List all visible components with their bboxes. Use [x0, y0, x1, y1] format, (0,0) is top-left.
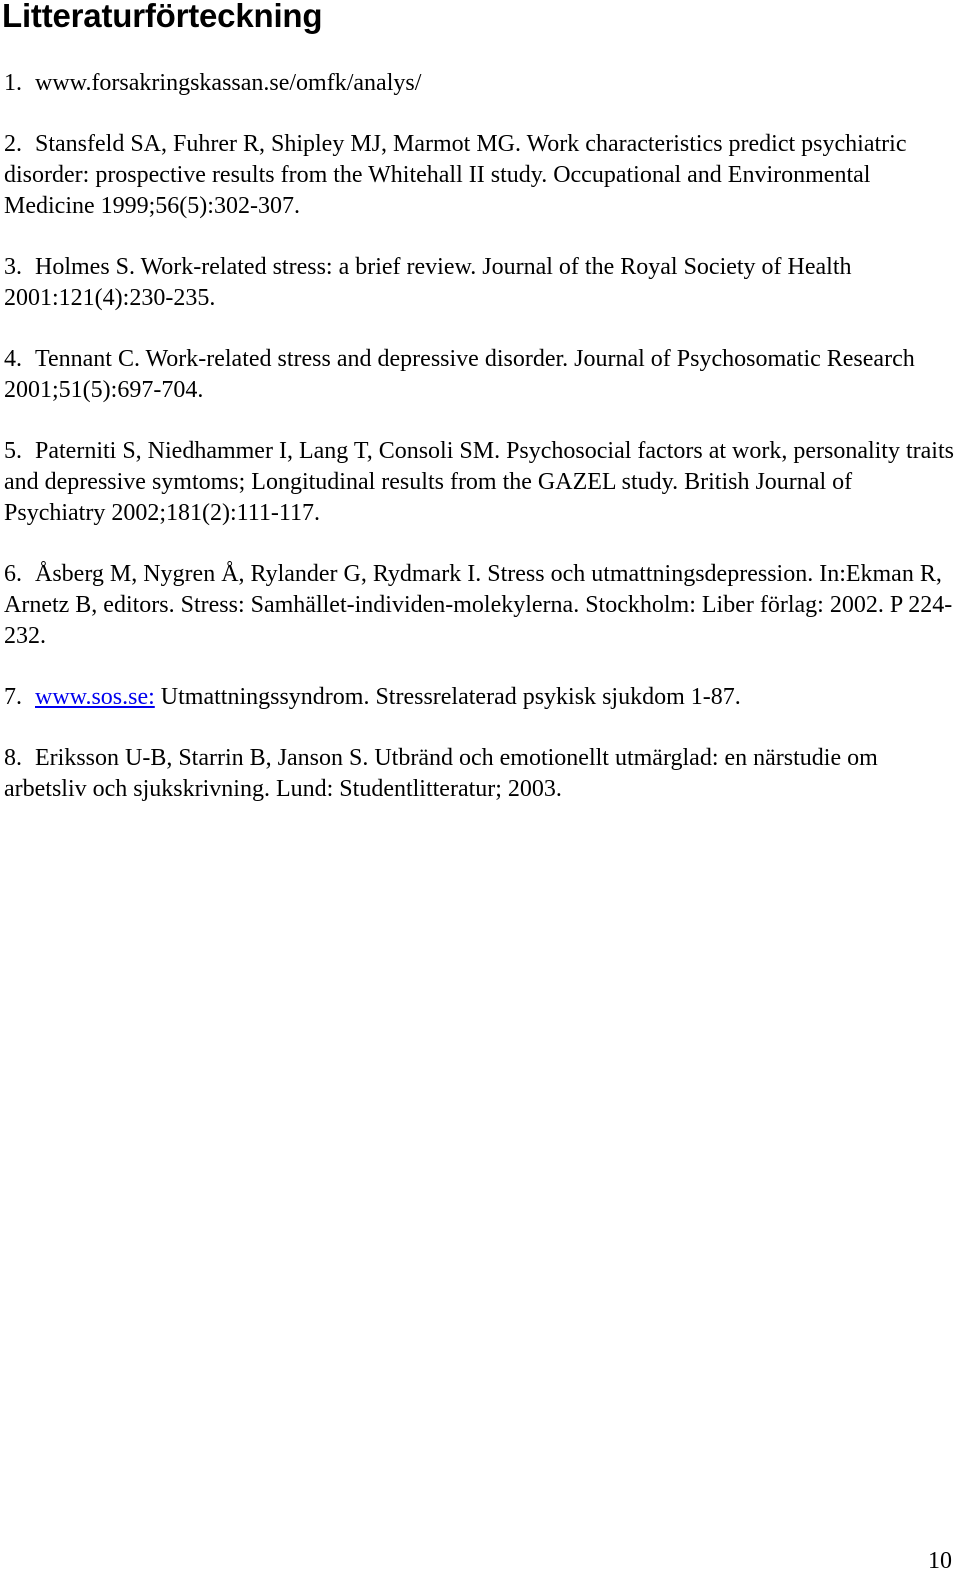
- reference-number: 2.: [4, 131, 22, 157]
- reference-5: [4, 436, 954, 529]
- reference-text: www.forsakringskassan.se/omfk/analys/: [35, 70, 422, 96]
- reference-number: 7.: [4, 684, 22, 710]
- reference-text: Utmattningssyndrom. Stressrelaterad psykisk sjukdom 1-87.: [154, 684, 741, 710]
- reference-number: 5.: [4, 438, 22, 464]
- reference-6: [4, 559, 954, 652]
- reference-number: 8.: [4, 745, 22, 771]
- reference-text: Tennant C. Work-related stress and depressive disorder. Journal of Psychosomatic Research 2001;51(5):697-704.: [4, 346, 915, 403]
- reference-number: 4.: [4, 346, 22, 372]
- sos-website-link[interactable]: www.sos.se:: [35, 684, 155, 710]
- page-title: Litteraturförteckning: [2, 0, 323, 34]
- reference-list: [4, 68, 954, 835]
- reference-2: [4, 129, 954, 222]
- reference-7: [4, 682, 954, 713]
- reference-text: Eriksson U-B, Starrin B, Janson S. Utbränd och emotionellt utmärglad: en närstudie om arbetsliv och sjukskrivning. Lund: Studentlitteratur; 2003.: [4, 745, 878, 802]
- reference-number: 6.: [4, 561, 22, 587]
- reference-number: 1.: [4, 70, 22, 96]
- reference-text: Åsberg M, Nygren Å, Rylander G, Rydmark I. Stress och utmattningsdepression. In:Ekman R, Arnetz B, editors. Stress: Samhället-individen-molekylerna. Stockholm: Liber förlag: 2002. P 224-232.: [4, 561, 953, 649]
- reference-4: [4, 344, 954, 406]
- reference-text: Holmes S. Work-related stress: a brief review. Journal of the Royal Society of Health 2001:121(4):230-235.: [4, 254, 852, 311]
- reference-1: [4, 68, 954, 99]
- reference-8: [4, 743, 954, 805]
- page-number: 10: [928, 1548, 952, 1574]
- reference-3: [4, 252, 954, 314]
- reference-number: 3.: [4, 254, 22, 280]
- reference-text: Stansfeld SA, Fuhrer R, Shipley MJ, Marmot MG. Work characteristics predict psychiatric disorder: prospective results from the Whitehall II study. Occupational and Environmental Medicine 1999;56(5):302-307.: [4, 131, 907, 219]
- reference-text: Paterniti S, Niedhammer I, Lang T, Consoli SM. Psychosocial factors at work, personality traits and depressive symtoms; Longitudinal results from the GAZEL study. British Journal of Psychiatry 2002;181(2):111-117.: [4, 438, 954, 526]
